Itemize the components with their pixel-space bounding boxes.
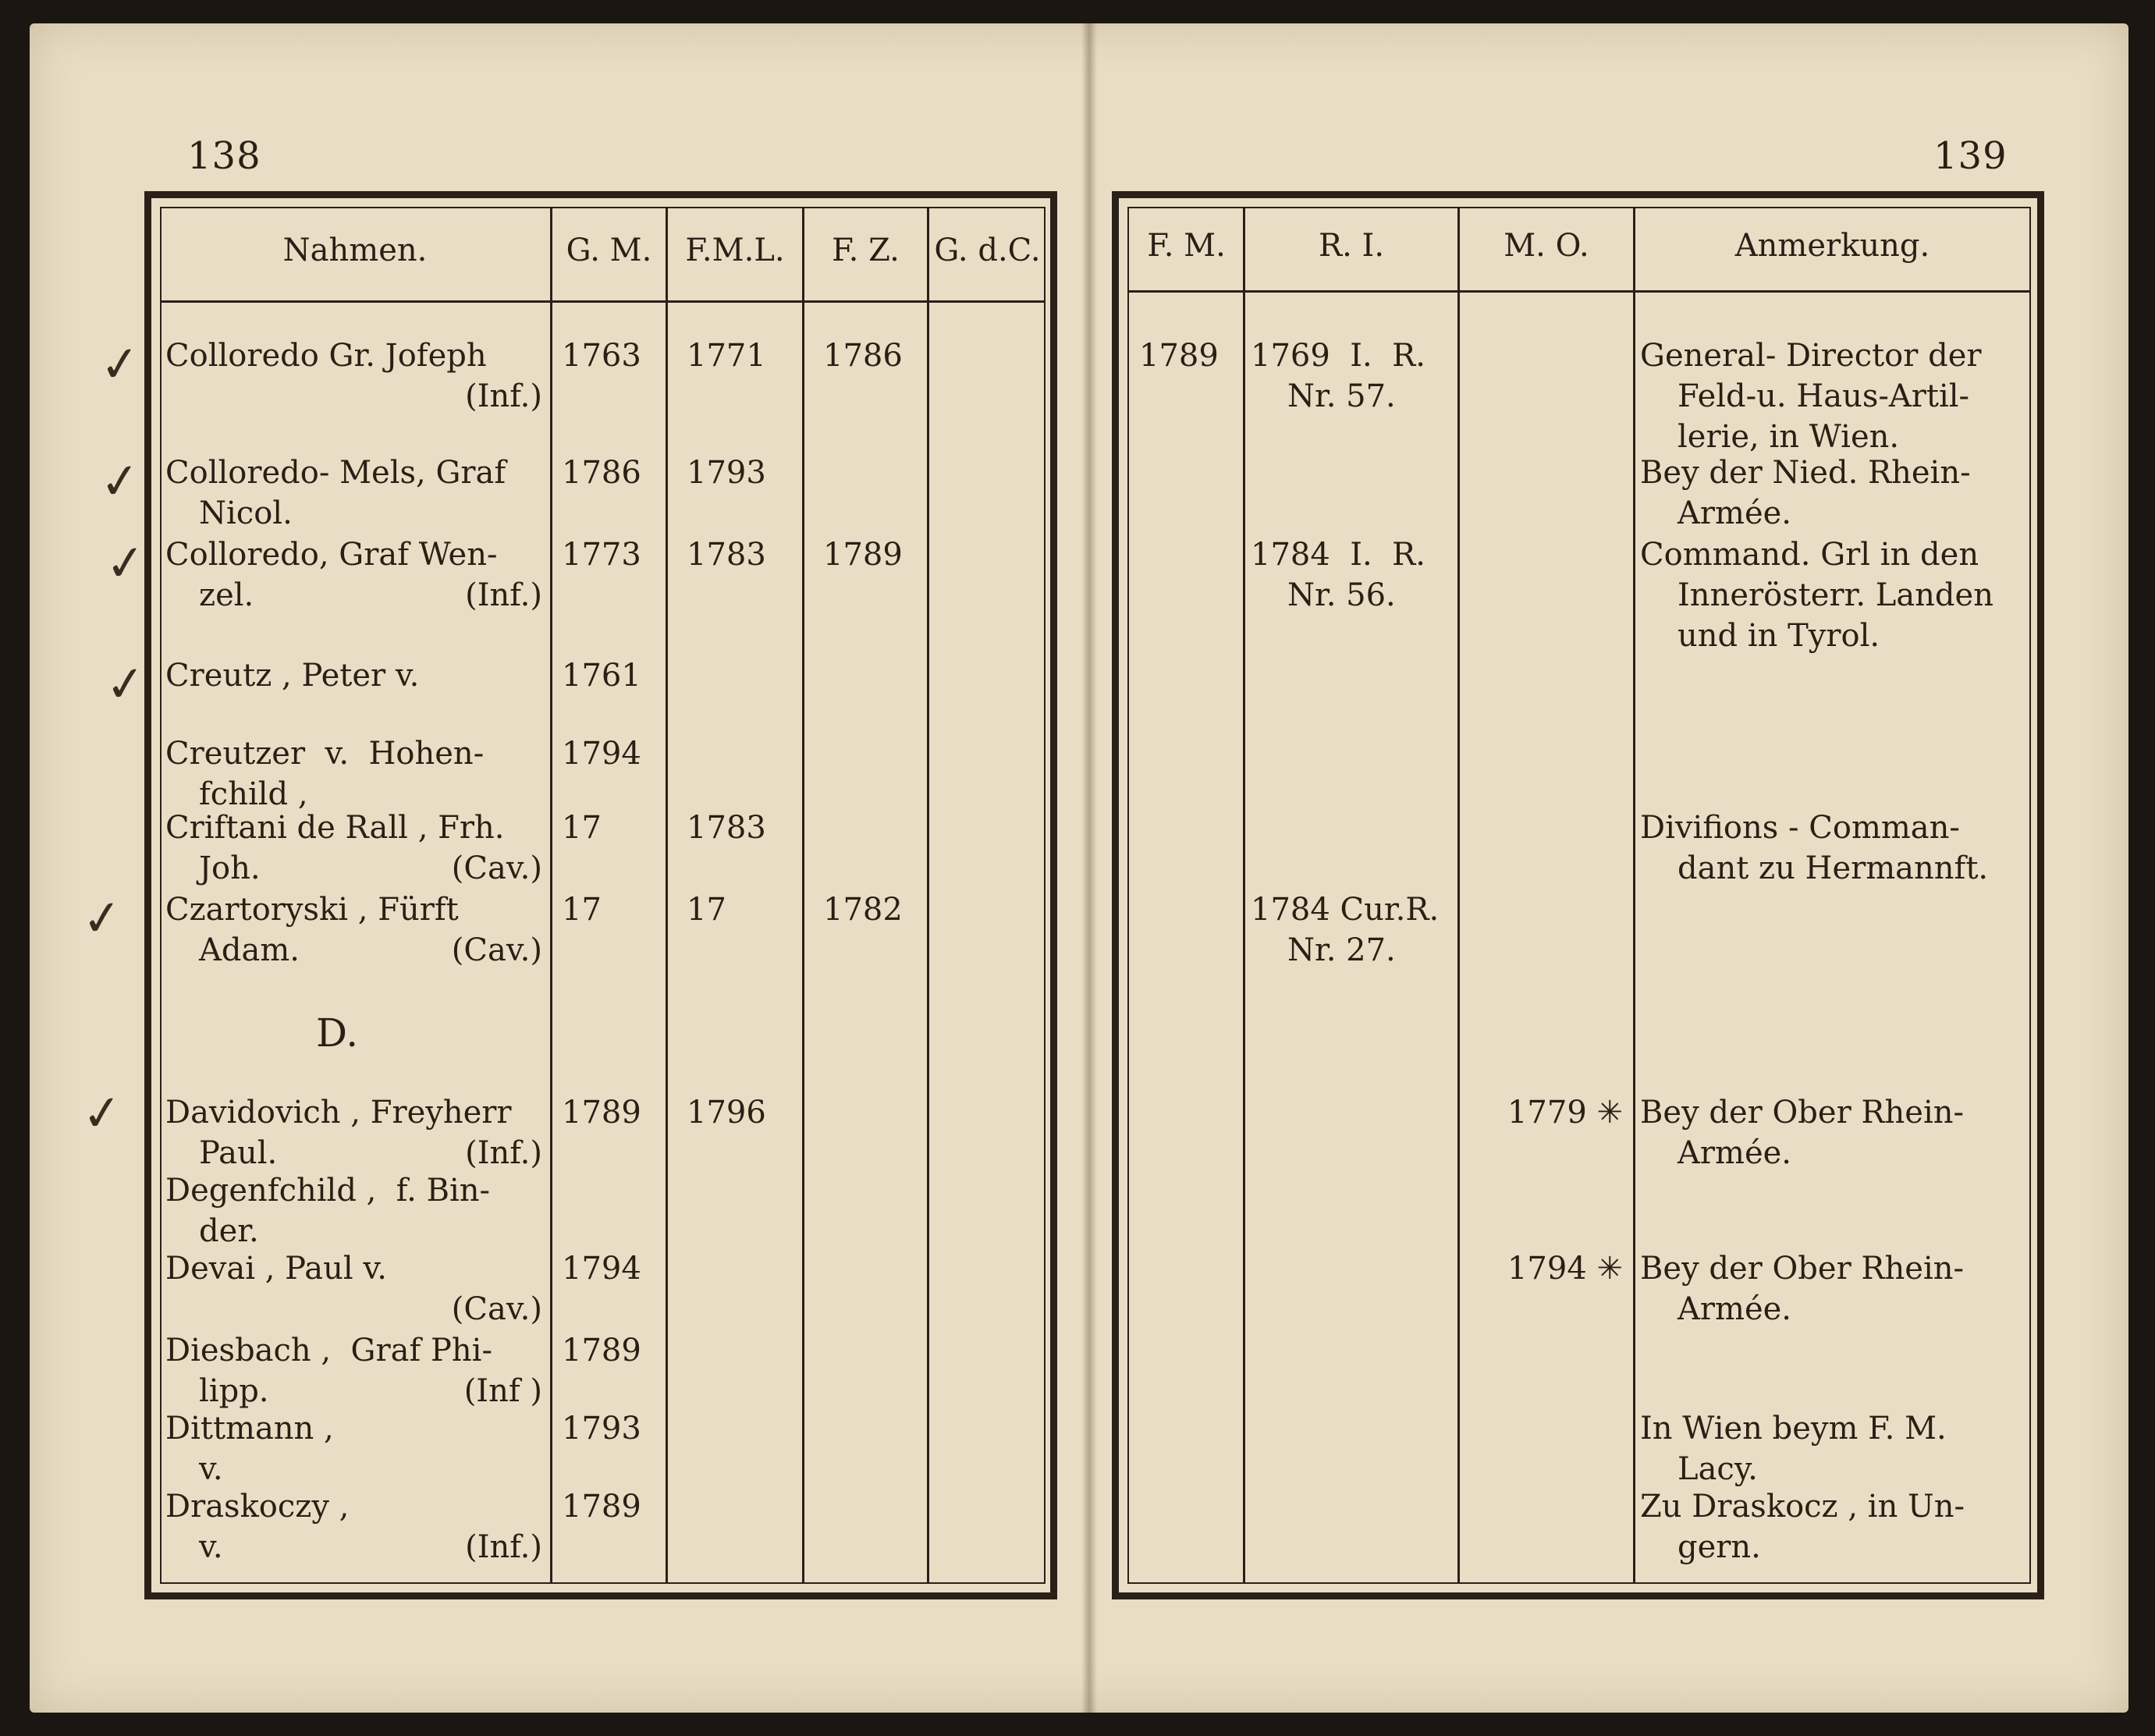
anmerkung-text: In Wien beym F. M. — [1640, 1411, 1947, 1447]
ri-value: Nr. 56. — [1287, 577, 1396, 613]
left-header-rule — [160, 300, 1046, 303]
name-text: zel. — [199, 577, 254, 613]
left-col-divider — [666, 207, 668, 1584]
anmerkung-text: Innerösterr. Landen — [1677, 577, 1993, 613]
gm-value: 1794 — [562, 736, 641, 772]
ri-value: Nr. 57. — [1287, 378, 1396, 414]
check-mark: ✓ — [97, 450, 144, 512]
header-gm: G. M. — [566, 233, 652, 268]
anmerkung-text: Armée. — [1677, 1135, 1791, 1171]
ri-value: 1784 Cur.R. — [1251, 892, 1440, 928]
fml-value: 1783 — [687, 810, 766, 846]
check-mark: ✓ — [97, 333, 144, 395]
fml-value: 1796 — [687, 1095, 766, 1131]
header-fml: F.M.L. — [685, 233, 785, 268]
gm-value: 1763 — [562, 338, 641, 374]
anmerkung-text: Lacy. — [1677, 1451, 1758, 1487]
anmerkung-text: Feld-u. Haus-Artil- — [1677, 378, 1970, 414]
right-header-rule — [1127, 290, 2031, 293]
check-mark: ✓ — [79, 1082, 126, 1144]
check-mark: ✓ — [102, 653, 149, 715]
fz-value: 1782 — [823, 892, 903, 928]
anmerkung-text: Bey der Nied. Rhein- — [1640, 455, 1971, 491]
anmerkung-text: gern. — [1677, 1529, 1761, 1565]
name-text: fchild , — [199, 776, 308, 812]
gm-value: 1786 — [562, 455, 641, 491]
name-text: Creutz , Peter v. — [165, 658, 420, 694]
book-gutter — [1081, 23, 1097, 1713]
name-text: (Inf ) — [463, 1373, 542, 1409]
left-page-number: 138 — [187, 134, 261, 178]
header-ri: R. I. — [1318, 228, 1385, 264]
name-text: Colloredo Gr. Jofeph — [165, 338, 487, 374]
name-text: Colloredo, Graf Wen- — [165, 537, 498, 573]
name-text: Colloredo- Mels, Graf — [165, 455, 506, 491]
fml-value: 1771 — [687, 338, 766, 374]
gm-value: 1789 — [562, 1333, 641, 1369]
ri-value: 1784 I. R. — [1251, 537, 1426, 573]
mo-value: 1779 ✳ — [1507, 1095, 1623, 1131]
anmerkung-text: und in Tyrol. — [1677, 618, 1880, 654]
anmerkung-text: Command. Grl in den — [1640, 537, 1979, 573]
fml-value: 1793 — [687, 455, 766, 491]
name-text: Czartoryski , Fürft — [165, 892, 459, 928]
name-text: Paul. — [199, 1135, 278, 1171]
mo-value: 1794 ✳ — [1507, 1251, 1623, 1287]
header-mo: M. O. — [1504, 228, 1589, 264]
name-text: Joh. — [199, 850, 261, 886]
name-text: (Inf.) — [465, 1529, 542, 1565]
anmerkung-text: dant zu Hermannft. — [1677, 850, 1989, 886]
left-col-divider — [927, 207, 929, 1584]
anmerkung-text: Armée. — [1677, 495, 1791, 531]
gm-value: 1794 — [562, 1251, 641, 1287]
right-col-divider — [1243, 207, 1245, 1584]
gm-value: 1789 — [562, 1489, 641, 1525]
gm-value: 1773 — [562, 537, 641, 573]
fml-value: 17 — [687, 892, 726, 928]
header-gdc: G. d.C. — [934, 233, 1041, 268]
gm-value: 17 — [562, 892, 602, 928]
name-text: (Cav.) — [451, 932, 542, 968]
fm-value: 1789 — [1139, 338, 1219, 374]
anmerkung-text: lerie, in Wien. — [1677, 419, 1900, 455]
header-anmerkung: Anmerkung. — [1734, 228, 1930, 264]
anmerkung-text: Bey der Ober Rhein- — [1640, 1251, 1965, 1287]
anmerkung-text: Bey der Ober Rhein- — [1640, 1095, 1965, 1131]
ri-value: 1769 I. R. — [1251, 338, 1426, 374]
name-text: Nicol. — [199, 495, 293, 531]
name-text: (Cav.) — [451, 1291, 542, 1327]
name-text: Creutzer v. Hohen- — [165, 736, 485, 772]
gm-value: 1789 — [562, 1095, 641, 1131]
anmerkung-text: Divifions - Comman- — [1640, 810, 1960, 846]
name-text: Dittmann , — [165, 1411, 334, 1447]
name-text: Diesbach , Graf Phi- — [165, 1333, 492, 1369]
header-fm: F. M. — [1147, 228, 1226, 264]
anmerkung-text: Zu Draskocz , in Un- — [1640, 1489, 1965, 1525]
name-text: (Inf.) — [465, 1135, 542, 1171]
check-mark: ✓ — [79, 887, 126, 949]
ri-value: Nr. 27. — [1287, 932, 1396, 968]
gm-value: 1761 — [562, 658, 641, 694]
name-text: lipp. — [199, 1373, 269, 1409]
right-col-divider — [1633, 207, 1635, 1584]
name-text: (Cav.) — [451, 850, 542, 886]
name-text: Degenfchild , f. Bin- — [165, 1173, 491, 1209]
left-col-divider — [802, 207, 804, 1584]
name-text: Adam. — [199, 932, 300, 968]
anmerkung-text: General- Director der — [1640, 338, 1982, 374]
check-mark: ✓ — [102, 532, 149, 594]
gm-value: 1793 — [562, 1411, 641, 1447]
name-text: (Inf.) — [465, 577, 542, 613]
fz-value: 1789 — [823, 537, 903, 573]
name-text: Criftani de Rall , Frh. — [165, 810, 505, 846]
section-letter: D. — [316, 1010, 359, 1056]
anmerkung-text: Armée. — [1677, 1291, 1791, 1327]
name-text: v. — [199, 1529, 223, 1565]
fml-value: 1783 — [687, 537, 766, 573]
header-nahmen: Nahmen. — [282, 233, 428, 268]
fz-value: 1786 — [823, 338, 903, 374]
right-page-number: 139 — [1933, 134, 2008, 178]
name-text: der. — [199, 1213, 259, 1249]
name-text: Davidovich , Freyherr — [165, 1095, 512, 1131]
name-text: Devai , Paul v. — [165, 1251, 387, 1287]
name-text: Draskoczy , — [165, 1489, 350, 1525]
name-text: (Inf.) — [465, 378, 542, 414]
header-fz: F. Z. — [832, 233, 900, 268]
name-text: v. — [199, 1451, 223, 1487]
gm-value: 17 — [562, 810, 602, 846]
